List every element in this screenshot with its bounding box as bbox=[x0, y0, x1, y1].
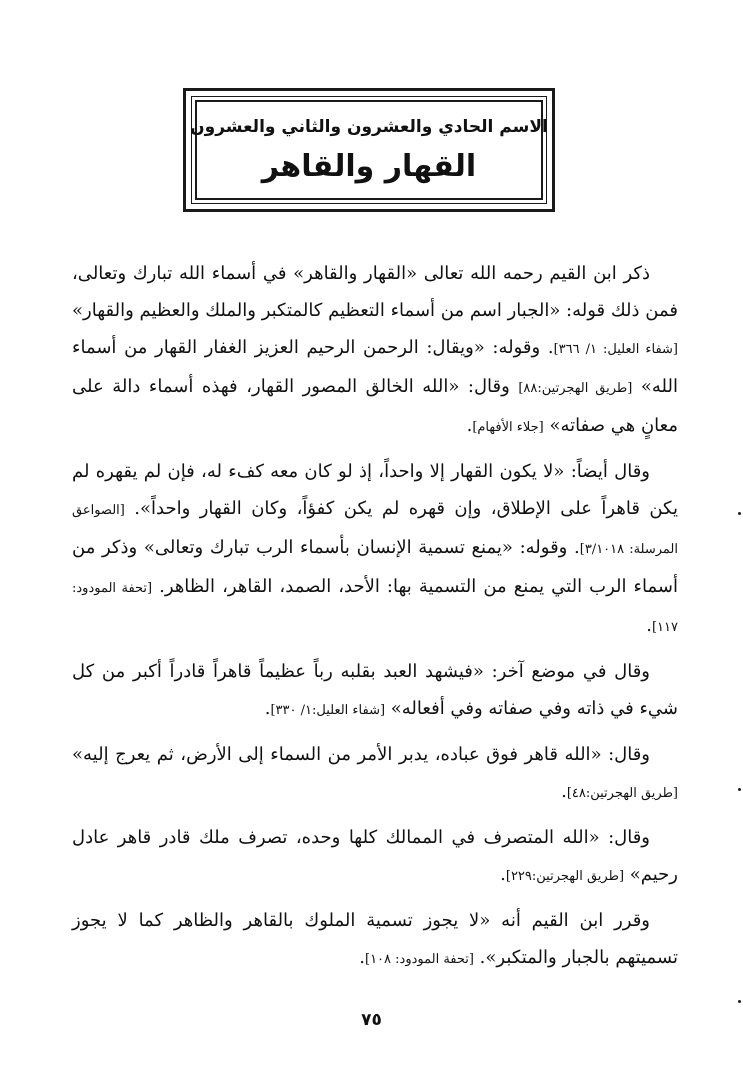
paragraph-text: . وقوله: «يمنع تسمية الإنسان بأسماء الرب تبارك وتعالى» وذكر من أسماء الرب التي يمنع من التسمية بها: الأحد، الصمد، القاهر، الظاهر. bbox=[72, 537, 678, 597]
citation: [تحفة المودود: ١١٧] bbox=[72, 581, 678, 635]
paragraph-text: وقال في موضع آخر: «فيشهد العبد بقلبه رباً عظيماً قاهراً قادراً أكبر من كل شيء في ذاته وفي صفاته وفي أفعاله» bbox=[72, 661, 678, 719]
margin-mark bbox=[738, 512, 741, 515]
citation: [جلاء الأفهام] bbox=[472, 420, 544, 435]
page-number: ٧٥ bbox=[361, 1010, 382, 1030]
paragraph-indent bbox=[650, 910, 678, 931]
paragraph bbox=[72, 902, 678, 978]
paragraph-text: . bbox=[500, 864, 506, 885]
paragraph-indent bbox=[650, 263, 678, 284]
citation: [طريق الهجرتين:٤٨] bbox=[566, 786, 678, 801]
paragraph-indent bbox=[650, 661, 678, 682]
paragraph-text: وقرر ابن القيم أنه «لا يجوز تسمية الملوك بالقاهر والظاهر كما لا يجوز تسميتهم بالجبار والمتكبر». bbox=[72, 910, 678, 968]
paragraph-indent bbox=[650, 827, 678, 848]
paragraph-text: . bbox=[359, 947, 365, 968]
citation: [طريق الهجرتين:٢٢٩] bbox=[505, 869, 625, 884]
paragraph-text: وقال أيضاً: «لا يكون القهار إلا واحداً، إذ لو كان معه كفء له، فإن لم يقهره لم يكن قاهراً على الإطلاق، وإن قهره لم يكن كفؤاً، وكان القهار واحداً». bbox=[72, 461, 678, 519]
paragraph bbox=[72, 736, 678, 812]
citation: [طريق الهجرتين:٨٨] bbox=[518, 381, 633, 396]
citation: [الصواعق المرسلة: ٣/١٠١٨] bbox=[72, 503, 678, 557]
paragraph bbox=[72, 819, 678, 895]
paragraph-text: . bbox=[646, 615, 652, 636]
chapter-title: القهار والقاهر bbox=[261, 149, 477, 184]
citation: [تحفة المودود: ١٠٨] bbox=[364, 952, 474, 967]
chapter-subtitle: الاسم الحادي والعشرون والثاني والعشرون bbox=[190, 117, 548, 137]
paragraph-text: وقال: «الله قاهر فوق عباده، يدبر الأمر من السماء إلى الأرض، ثم يعرج إليه» bbox=[72, 744, 650, 765]
paragraph-text: . bbox=[264, 698, 271, 719]
margin-mark bbox=[738, 788, 741, 791]
citation: [شفاء العليل: ١/ ٣٦٦] bbox=[553, 342, 678, 357]
paragraph-text: . bbox=[561, 781, 567, 802]
citation: [شفاء العليل:١/ ٣٣٠] bbox=[270, 703, 386, 718]
paragraph-text: وقال: «الله الخالق المصور القهار، فهذه أسماء دالة على معانٍ هي صفاته» bbox=[72, 376, 678, 436]
paragraph bbox=[72, 255, 678, 446]
body-text bbox=[72, 255, 678, 985]
paragraph bbox=[72, 453, 678, 646]
margin-mark bbox=[738, 1000, 741, 1003]
paragraph-text: وقال: «الله المتصرف في الممالك كلها وحده، تصرف ملك قادر قاهر عادل رحيم» bbox=[72, 827, 678, 885]
paragraph-indent bbox=[650, 461, 678, 482]
paragraph-text: . bbox=[466, 415, 473, 436]
title-frame bbox=[183, 88, 555, 212]
paragraph-text: ذكر ابن القيم رحمه الله تعالى «القهار والقاهر» في أسماء الله تبارك وتعالى، فمن ذلك قوله: «الجبار اسم من أسماء التعظيم كالمتكبر والملك والعظيم والقهار» bbox=[72, 263, 678, 321]
paragraph bbox=[72, 653, 678, 729]
paragraph-indent bbox=[650, 744, 678, 765]
paragraph-text: . وقوله: «ويقال: الرحمن الرحيم العزيز الغفار القهار من أسماء الله» bbox=[72, 337, 678, 397]
